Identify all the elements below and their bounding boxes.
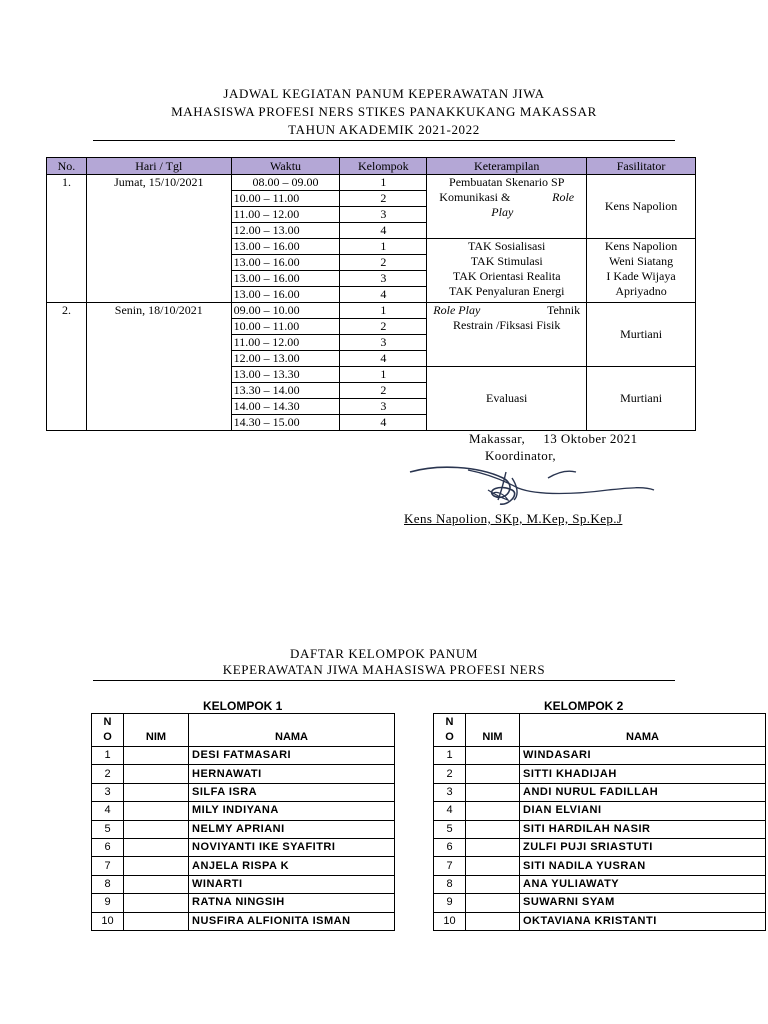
table-row: [92, 747, 395, 765]
member-name: ANA YULIAWATY: [520, 875, 766, 893]
table-row: [434, 747, 766, 765]
member-name: WINDASARI: [520, 747, 766, 765]
slot-time: 14.30 – 15.00: [231, 415, 340, 431]
skill-line: TAK Penyaluran Energi: [448, 284, 565, 298]
member-no: 4: [92, 802, 124, 820]
table-row: [47, 303, 696, 319]
member-name: ANDI NURUL FADILLAH: [520, 783, 766, 801]
facilitator-cell: Kens Napolion: [587, 175, 696, 239]
col-nama: NAMA: [189, 714, 395, 747]
table-row: [434, 857, 766, 875]
col-no-bottom: O: [445, 731, 454, 743]
skill-line: TAK Orientasi Realita: [452, 269, 561, 283]
slot-time: 08.00 – 09.00: [231, 175, 340, 191]
table-row: [434, 875, 766, 893]
slot-time: 13.00 – 16.00: [231, 271, 340, 287]
member-no: 7: [92, 857, 124, 875]
member-name: SITI NADILA YUSRAN: [520, 857, 766, 875]
slot-group: 3: [340, 399, 427, 415]
table-row: [92, 838, 395, 856]
table-row: [92, 912, 395, 930]
skill-line: [429, 190, 584, 205]
member-no: 10: [434, 912, 466, 930]
member-name: ZULFI PUJI SRIASTUTI: [520, 838, 766, 856]
schedule-table: [46, 157, 696, 431]
skill-cell: [427, 175, 587, 239]
group2-table: [433, 713, 766, 931]
member-no: 6: [92, 838, 124, 856]
col-no: [92, 714, 124, 747]
day-no: 1.: [47, 175, 87, 303]
member-no: 3: [434, 783, 466, 801]
slot-group: 4: [340, 351, 427, 367]
table-row: [47, 175, 696, 191]
member-nim: [466, 820, 520, 838]
slot-time: 09.00 – 10.00: [231, 303, 340, 319]
member-no: 10: [92, 912, 124, 930]
member-no: 2: [92, 765, 124, 783]
slot-group: 2: [340, 383, 427, 399]
table-row: [92, 765, 395, 783]
slot-time: 11.00 – 12.00: [231, 335, 340, 351]
slot-group: 1: [340, 239, 427, 255]
member-name: OKTAVIANA KRISTANTI: [520, 912, 766, 930]
group2-title: KELOMPOK 2: [544, 699, 624, 713]
facilitator-cell: Murtiani: [587, 303, 696, 367]
member-no: 9: [434, 894, 466, 912]
group-list-rule: [93, 680, 675, 681]
schedule-title-line2: MAHASISWA PROFESI NERS STIKES PANAKKUKANG MAKASSAR: [171, 104, 597, 119]
table-row: [434, 765, 766, 783]
signature-place-date: Makassar, 13 Oktober 2021: [469, 431, 638, 446]
member-no: 9: [92, 894, 124, 912]
skill-line: TAK Stimulasi: [470, 254, 543, 268]
member-name: SILFA ISRA: [189, 783, 395, 801]
slot-group: 2: [340, 191, 427, 207]
member-nim: [124, 747, 189, 765]
skill-line: TAK Sosialisasi: [468, 239, 546, 253]
member-name: SITTI KHADIJAH: [520, 765, 766, 783]
member-nim: [124, 820, 189, 838]
col-nim: NIM: [124, 714, 189, 747]
member-nim: [466, 838, 520, 856]
day-date: Senin, 18/10/2021: [86, 303, 231, 431]
group1-title: KELOMPOK 1: [203, 699, 283, 713]
member-nim: [466, 857, 520, 875]
group1-header-row: [92, 714, 395, 747]
member-no: 5: [92, 820, 124, 838]
col-group: Kelompok: [340, 158, 427, 175]
col-no-top: N: [103, 716, 112, 728]
slot-group: 3: [340, 207, 427, 223]
member-name: NELMY APRIANI: [189, 820, 395, 838]
table-row: [92, 802, 395, 820]
member-no: 6: [434, 838, 466, 856]
member-no: 3: [92, 783, 124, 801]
member-name: DESI FATMASARI: [189, 747, 395, 765]
facilitator-cell: [587, 239, 696, 303]
member-no: 5: [434, 820, 466, 838]
group-list-title-line2: KEPERAWATAN JIWA MAHASISWA PROFESI NERS: [222, 662, 546, 677]
member-nim: [466, 912, 520, 930]
slot-group: 4: [340, 223, 427, 239]
member-no: 4: [434, 802, 466, 820]
member-nim: [466, 747, 520, 765]
facilitator-name: Apriyadno: [615, 284, 667, 298]
member-nim: [466, 783, 520, 801]
col-no-top: N: [445, 716, 454, 728]
member-name: NUSFIRA ALFIONITA ISMAN: [189, 912, 395, 930]
slot-group: 1: [340, 367, 427, 383]
col-nim: NIM: [466, 714, 520, 747]
skill-cell: Evaluasi: [427, 367, 587, 431]
slot-time: 12.00 – 13.00: [231, 351, 340, 367]
member-no: 1: [92, 747, 124, 765]
member-name: WINARTI: [189, 875, 395, 893]
slot-group: 2: [340, 255, 427, 271]
slot-time: 11.00 – 12.00: [231, 207, 340, 223]
signature-name: Kens Napolion, SKp, M.Kep, Sp.Kep.J: [404, 511, 623, 526]
slot-time: 10.00 – 11.00: [231, 319, 340, 335]
member-name: HERNAWATI: [189, 765, 395, 783]
facilitator-cell: Murtiani: [587, 367, 696, 431]
slot-group: 4: [340, 287, 427, 303]
slot-group: 1: [340, 303, 427, 319]
member-nim: [466, 894, 520, 912]
signature-role: Koordinator,: [485, 448, 557, 463]
table-row: [92, 875, 395, 893]
member-no: 1: [434, 747, 466, 765]
member-nim: [124, 765, 189, 783]
skill-cell: [427, 303, 587, 367]
skill-text-italic: Play: [491, 205, 514, 219]
member-name: SITI HARDILAH NASIR: [520, 820, 766, 838]
slot-group: 4: [340, 415, 427, 431]
col-no-bottom: O: [103, 731, 112, 743]
group1-table: [91, 713, 395, 931]
col-nama: NAMA: [520, 714, 766, 747]
member-no: 8: [434, 875, 466, 893]
slot-time: 14.00 – 14.30: [231, 399, 340, 415]
group2-header-row: [434, 714, 766, 747]
member-nim: [124, 857, 189, 875]
schedule-header-row: [47, 158, 696, 175]
header-rule: [93, 140, 675, 141]
skill-text: Komunikasi &: [439, 190, 511, 204]
table-row: [92, 783, 395, 801]
col-date: Hari / Tgl: [86, 158, 231, 175]
facilitator-name: Weni Siatang: [609, 254, 674, 268]
member-nim: [124, 838, 189, 856]
member-nim: [124, 894, 189, 912]
member-nim: [466, 802, 520, 820]
schedule-title-line1: JADWAL KEGIATAN PANUM KEPERAWATAN JIWA: [223, 86, 545, 101]
day-no: 2.: [47, 303, 87, 431]
table-row: [434, 802, 766, 820]
slot-time: 10.00 – 11.00: [231, 191, 340, 207]
slot-time: 13.00 – 13.30: [231, 367, 340, 383]
col-no: No.: [47, 158, 87, 175]
member-nim: [124, 802, 189, 820]
slot-time: 13.00 – 16.00: [231, 255, 340, 271]
member-nim: [124, 875, 189, 893]
table-row: [434, 820, 766, 838]
slot-time: 13.30 – 14.00: [231, 383, 340, 399]
table-row: [434, 912, 766, 930]
skill-line: [429, 205, 584, 220]
schedule-title-line3: TAHUN AKADEMIK 2021-2022: [288, 122, 480, 137]
member-name: DIAN ELVIANI: [520, 802, 766, 820]
skill-line: Pembuatan Skenario SP: [449, 175, 565, 189]
member-name: ANJELA RISPA K: [189, 857, 395, 875]
table-row: [434, 783, 766, 801]
member-no: 2: [434, 765, 466, 783]
member-no: 7: [434, 857, 466, 875]
slot-group: 2: [340, 319, 427, 335]
member-nim: [124, 912, 189, 930]
member-nim: [466, 875, 520, 893]
skill-line: [433, 303, 580, 318]
table-row: [92, 857, 395, 875]
facilitator-name: I Kade Wijaya: [606, 269, 676, 283]
member-no: 8: [92, 875, 124, 893]
skill-text-italic: Role Play: [433, 303, 481, 317]
member-name: MILY INDIYANA: [189, 802, 395, 820]
col-time: Waktu: [231, 158, 340, 175]
table-row: [92, 894, 395, 912]
slot-time: 12.00 – 13.00: [231, 223, 340, 239]
col-skill: Keterampilan: [427, 158, 587, 175]
skill-text: Tehnik: [546, 303, 581, 317]
table-row: [92, 820, 395, 838]
slot-time: 13.00 – 16.00: [231, 287, 340, 303]
col-no: [434, 714, 466, 747]
col-facilitator: Fasilitator: [587, 158, 696, 175]
day-date: Jumat, 15/10/2021: [86, 175, 231, 303]
table-row: [434, 894, 766, 912]
member-nim: [466, 765, 520, 783]
slot-group: 3: [340, 271, 427, 287]
group-list-title-line1: DAFTAR KELOMPOK PANUM: [289, 646, 479, 661]
member-name: RATNA NINGSIH: [189, 894, 395, 912]
slot-group: 3: [340, 335, 427, 351]
skill-line: Restrain /Fiksasi Fisik: [453, 318, 561, 332]
skill-cell: [427, 239, 587, 303]
facilitator-name: Kens Napolion: [604, 239, 678, 253]
skill-text-italic: Role: [552, 190, 575, 204]
member-name: NOVIYANTI IKE SYAFITRI: [189, 838, 395, 856]
member-nim: [124, 783, 189, 801]
slot-time: 13.00 – 16.00: [231, 239, 340, 255]
table-row: [434, 838, 766, 856]
member-name: SUWARNI SYAM: [520, 894, 766, 912]
slot-group: 1: [340, 175, 427, 191]
